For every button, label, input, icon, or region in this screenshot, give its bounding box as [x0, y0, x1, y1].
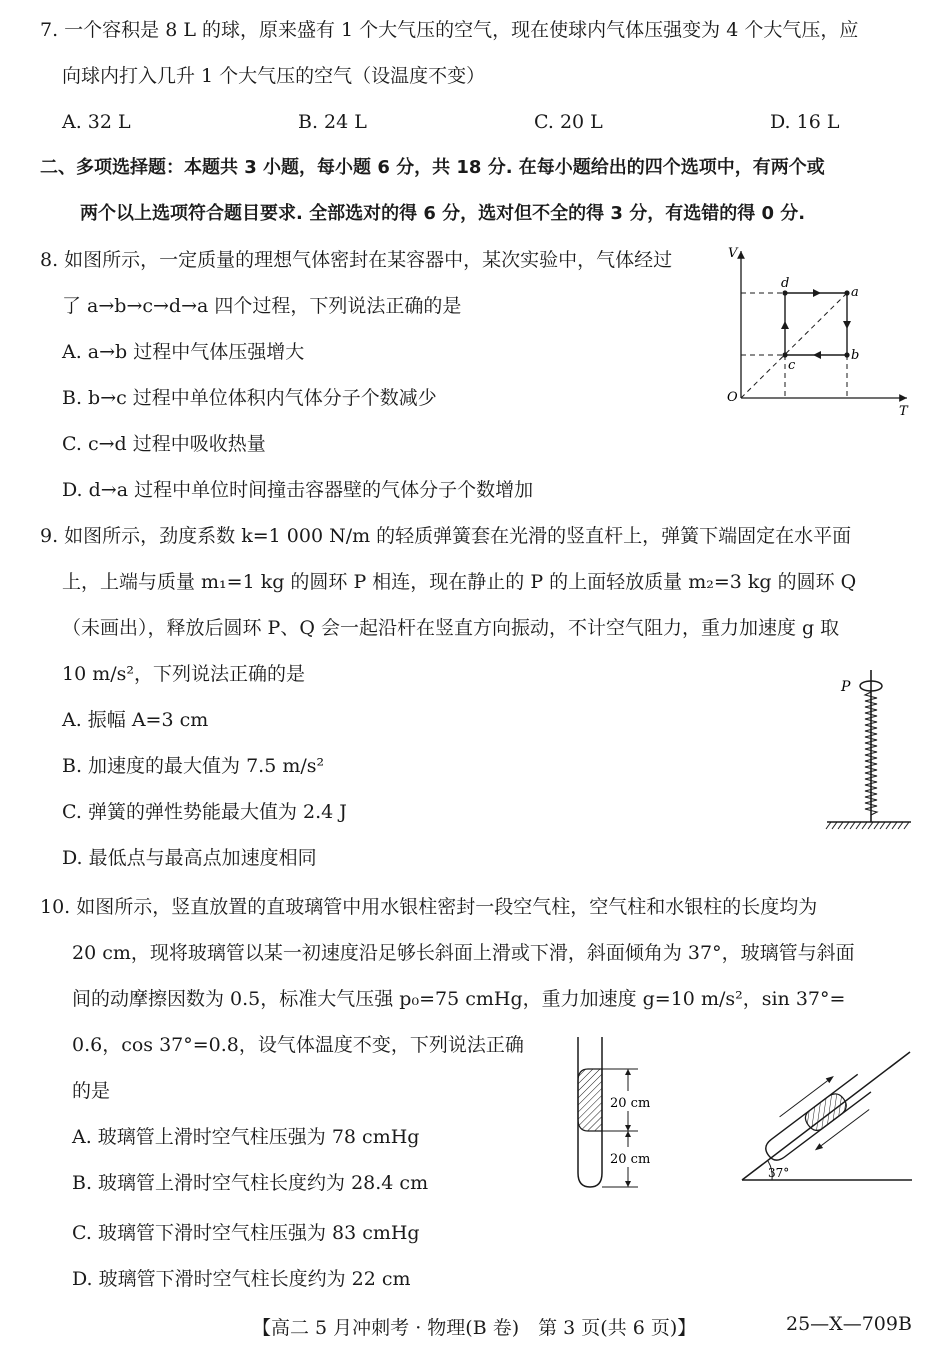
- dim-label-bottom: 20 cm: [610, 1152, 651, 1167]
- origin-label: O: [727, 390, 738, 405]
- q10-option-b: B. 玻璃管上滑时空气柱长度约为 28.4 cm: [72, 1172, 429, 1194]
- q9-option-a: A. 振幅 A=3 cm: [62, 709, 209, 731]
- q7-option-c: C. 20 L: [534, 111, 603, 133]
- q10-stem-line4: 0.6，cos 37°=0.8，设气体温度不变，下列说法正确: [72, 1034, 524, 1056]
- q9-option-c: C. 弹簧的弹性势能最大值为 2.4 J: [62, 801, 347, 823]
- section2-heading-line2: 两个以上选项符合题目要求. 全部选对的得 6 分，选对但不全的得 3 分，有选错的得 0 分.: [80, 203, 806, 224]
- q7-stem-line1: 7. 一个容积是 8 L 的球，原来盛有 1 个大气压的空气，现在使球内气体压强变为 4 个大气压，应: [40, 19, 859, 41]
- axis-t-label: T: [899, 404, 908, 419]
- q8-option-b: B. b→c 过程中单位体积内气体分子个数减少: [62, 387, 437, 409]
- point-d-label: d: [781, 276, 790, 291]
- q10-stem-line1: 10. 如图所示，竖直放置的直玻璃管中用水银柱密封一段空气柱，空气柱和水银柱的长度均为: [40, 896, 818, 918]
- q10-incline-diagram: [738, 1050, 916, 1185]
- q10-stem-line3: 间的动摩擦因数为 0.5，标准大气压强 p₀=75 cmHg，重力加速度 g=10 m/s²，sin 37°=: [72, 988, 846, 1010]
- q9-stem-line2: 上，上端与质量 m₁=1 kg 的圆环 P 相连，现在静止的 P 的上面轻放质量 m₂=3 kg 的圆环 Q: [62, 571, 857, 593]
- section2-heading-line1: 二、多项选择题：本题共 3 小题，每小题 6 分，共 18 分. 在每小题给出的四个选项中，有两个或: [40, 157, 825, 178]
- q10-vertical-tube-diagram: [570, 1035, 680, 1195]
- q10-stem-line2: 20 cm，现将玻璃管以某一初速度沿足够长斜面上滑或下滑，斜面倾角为 37°，玻璃管与斜面: [72, 942, 855, 964]
- q8-option-c: C. c→d 过程中吸收热量: [62, 433, 266, 455]
- q8-option-a: A. a→b 过程中气体压强增大: [62, 341, 305, 363]
- q7-option-b: B. 24 L: [298, 111, 367, 133]
- axis-v-label: V: [728, 246, 738, 261]
- q7-option-d: D. 16 L: [770, 111, 840, 133]
- q7-option-a: A. 32 L: [62, 111, 131, 133]
- q10-option-a: A. 玻璃管上滑时空气柱压强为 78 cmHg: [72, 1126, 420, 1148]
- q9-stem-line4: 10 m/s²，下列说法正确的是: [62, 663, 306, 685]
- q9-option-d: D. 最低点与最高点加速度相同: [62, 847, 317, 869]
- ring-p-label: P: [841, 679, 851, 695]
- q10-option-d: D. 玻璃管下滑时空气柱长度约为 22 cm: [72, 1268, 411, 1290]
- q9-stem-line3: （未画出），释放后圆环 P、Q 会一起沿杆在竖直方向振动，不计空气阻力，重力加速度 g 取: [62, 617, 840, 639]
- q7-stem-line2: 向球内打入几升 1 个大气压的空气（设温度不变）: [62, 65, 486, 87]
- footer-title: 【高二 5 月冲刺考 · 物理(B 卷) 第 3 页(共 6 页)】: [252, 1317, 697, 1339]
- footer-code: 25—X—709B: [786, 1313, 912, 1335]
- q10-stem-line5: 的是: [72, 1080, 111, 1102]
- q8-option-d: D. d→a 过程中单位时间撞击容器壁的气体分子个数增加: [62, 479, 534, 501]
- point-a-label: a: [851, 285, 859, 300]
- angle-label: 37°: [768, 1166, 790, 1180]
- q10-option-c: C. 玻璃管下滑时空气柱压强为 83 cmHg: [72, 1222, 420, 1244]
- q9-spring-diagram: [825, 662, 915, 832]
- q8-stem-line2: 了 a→b→c→d→a 四个过程，下列说法正确的是: [62, 295, 462, 317]
- q9-stem-line1: 9. 如图所示，劲度系数 k=1 000 N/m 的轻质弹簧套在光滑的竖直杆上，弹簧下端固定在水平面: [40, 525, 852, 547]
- point-c-label: c: [788, 358, 796, 373]
- q9-option-b: B. 加速度的最大值为 7.5 m/s²: [62, 755, 325, 777]
- point-b-label: b: [851, 348, 860, 363]
- dim-label-top: 20 cm: [610, 1096, 651, 1111]
- q8-stem-line1: 8. 如图所示，一定质量的理想气体密封在某容器中，某次实验中，气体经过: [40, 249, 673, 271]
- q8-vt-diagram: [725, 245, 915, 420]
